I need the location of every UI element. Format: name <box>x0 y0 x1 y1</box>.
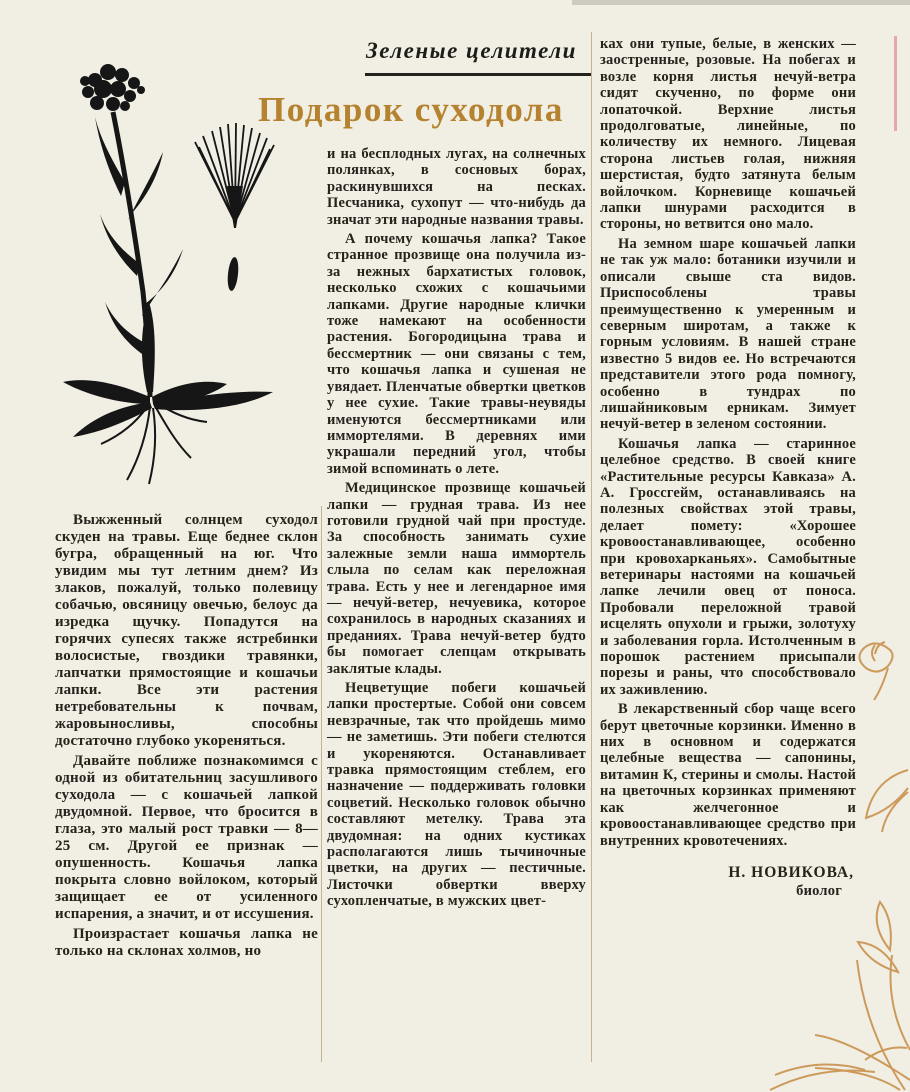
paragraph: Произрастает кошачья лапка не только на склонах холмов, но <box>55 926 318 959</box>
byline-role: биолог <box>796 883 842 900</box>
column-divider-left <box>321 506 322 1062</box>
cats-paw-botanical-drawing <box>63 64 274 484</box>
paragraph: и на бесплодных лугах, на солнечных полянках, в сосновых борах, раскинувшихся на песках. Песчаника, сухопут — что-нибудь да значат эти народные названия травы. <box>327 146 586 228</box>
orange-plant-margin-sketch <box>770 620 910 1092</box>
paragraph: ках они тупые, белые, в женских — заостренные, розовые. На побегах и возле корня листья нечуй-ветра сидят скученно, по форме они лопаточкой. Верхние листья продолговатые, линейные, по количеству их немного. Лицевая сторона листьев голая, нижняя шерстистая, будто затянута белым войлочком. Корневище кошачьей лапки шнурами расходится в стороны, но ветвится оно мало. <box>600 36 856 233</box>
paragraph: Кошачья лапка — старинное целебное средство. В своей книге «Растительные ресурсы Кавказа» А. А. Гроссгейм, останавливаясь на полезных свойствах этой травы, делает помету: «Хорошее кровоостанавливающее, особенно при кровохарканьях». Самобытные ветеринары настоями на кошачьей лапке лечили овец от поноса. Пробовали переложной травой исцелять опухоли и грыжи, золотуху и заболевания горла. Истолченным в порошок растением присыпали порезы и раны, что способствовало их заживлению. <box>600 435 856 698</box>
flower-head <box>80 64 145 111</box>
page-edge-pink-line <box>894 36 897 131</box>
paragraph: Медицинское прозвище кошачьей лапки — грудная трава. Из нее готовили грудной чай при простуде. За способность занимать сухие залежные земли наша иммортель слыла по селам как переложная трава. Есть у нее и легендарное имя — нечуй-ветер, нечуевика, которое сохранилось в народных сказаниях и преданиях. Трава нечуй-ветер будто бы помогает слепцам открывать заклятые клады. <box>327 480 586 677</box>
paragraph: Нецветущие побеги кошачьей лапки простертые. Собой они совсем невзрачные, так что пройдешь мимо — не заметишь. Эти побеги стелются и укореняются. Останавливает травка прямостоящим стеблем, его назначение — поддерживать головки соцветий. Несколько головок обычно составляют метелку. Трава эта двудомная: на одних кустиках располагаются лишь тычиночные цветки, на других — пестичные. Листочки обвертки вверху сухопленчатые, в мужских цвет- <box>327 680 586 910</box>
paragraph: На земном шаре кошачьей лапки не так уж мало: ботаники изучили и описали свыше ста видов. Приспособлены травы преимущественно к умеренным и северным широтам, а также к горным условиям. В нашей стране известно 5 видов ее. Но встречаются представители этого рода помногу, особенно в тундрах по лишайниковым ерникам. Зимует нечуй-ветер в зеленом состоянии. <box>600 235 856 433</box>
paragraph: Выжженный солнцем суходол скуден на травы. Еще беднее склон бугра, обращенный на юг. Что увидим мы тут летним днем? Из злаков, пожалуй, только полевицу собачью, овсяницу овечью, белоус да изредка щучку. Попадутся на горячих супесях также ястребинки волосистые, гвоздики травянки, лапчатки прямостоящие и кошачьи лапки. Все эти растения нетребовательны к почвам, жаровыносливы, способны достаточно глубоко укореняться. <box>55 512 318 749</box>
seed-with-pappus-drawing <box>195 123 274 291</box>
article-title: Подарок суходола <box>258 90 564 129</box>
paragraph: А почему кошачья лапка? Такое странное прозвище она получила из-за нежных бархатистых головок, несколько схожих с кошачьими лапками. Другие народные клички тоже намекают на особенности растения. Богородицына трава и бессмертник — они связаны с тем, что кошачья лапка и сушеная не увядает. Пленчатые обвертки цветков у нее сухие. Такие травы-неувяды именуются бессмертниками или иммортелями. В деревнях ими украшали передний угол, чтобы зимой вспоминать о лете. <box>327 231 586 477</box>
paragraph: Давайте поближе познакомимся с одной из обитательниц засушливого суходола — с кошачьей лапкой двудомной. Первое, что бросится в глаза, это малый рост травки — 8—25 см. Другой ее признак — опушенность. Кошачья лапка покрыта словно войлоком, который защищает ее от усиленного испарения, а значит, и от иссушения. <box>55 753 318 922</box>
rubric-header: Зеленые целители <box>366 38 577 63</box>
paragraph: В лекарственный сбор чаще всего берут цветочные корзинки. Именно в них в основном и содержатся целебные вещества — сапонины, витамин К, стерины и смолы. Настой на цветочных корзинках применяют как желчегонное и кровоостанавливающее средство при внутренних кровотечениях. <box>600 701 856 849</box>
column-2 <box>327 146 586 913</box>
page-scan-edge <box>572 0 910 5</box>
rubric-underline <box>365 73 591 76</box>
byline-author: Н. НОВИКОВА, <box>728 863 854 881</box>
column-divider-right <box>591 32 592 1062</box>
column-1 <box>55 512 318 963</box>
